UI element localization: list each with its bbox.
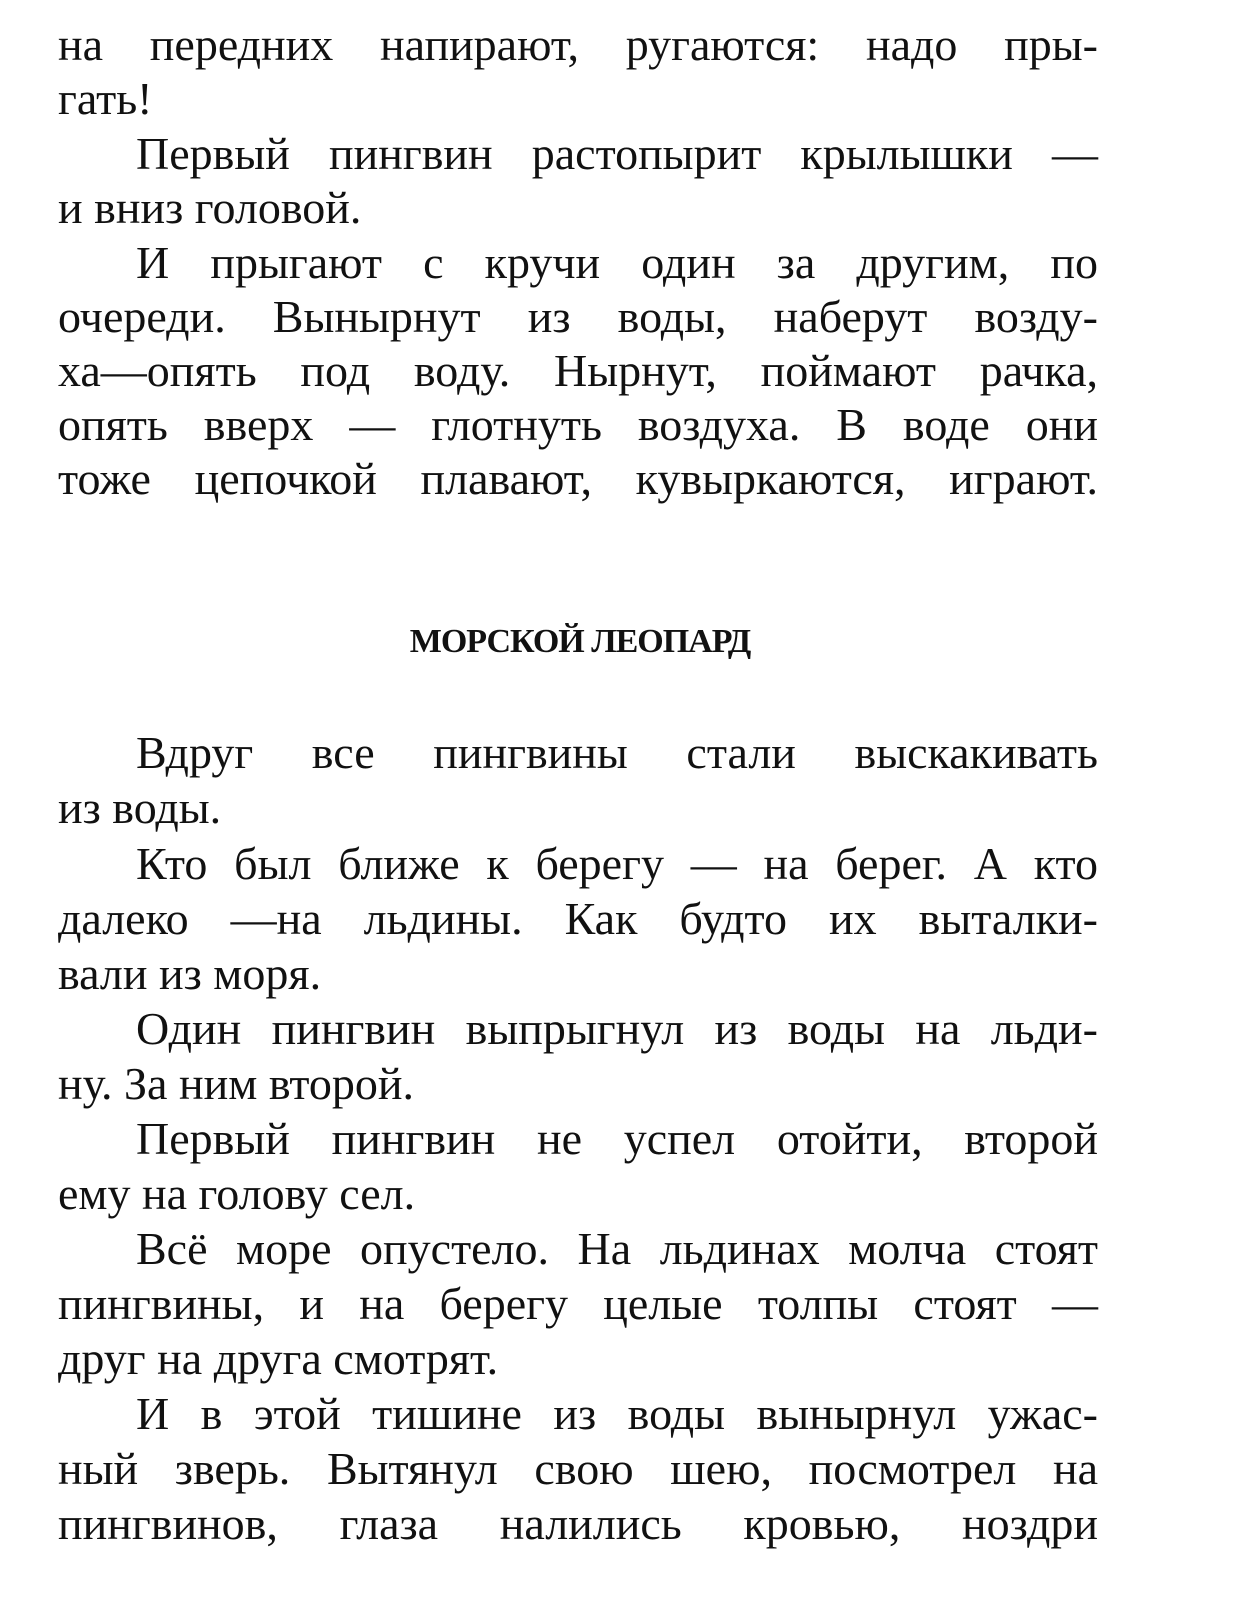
text-line: далеко —на льдины. Как будто их выталки- xyxy=(58,893,1098,944)
text-line: ему на голову сел. xyxy=(58,1168,416,1219)
text-line: Один пингвин выпрыгнул из воды на льди- xyxy=(136,1003,1098,1054)
text-line: Кто был ближе к берегу — на берег. А кто xyxy=(136,838,1098,889)
text-line: Первый пингвин растопырит крылышки — xyxy=(136,128,1098,179)
text-line: очереди. Вынырнут из воды, наберут возду- xyxy=(58,291,1098,342)
text-line: на передних напирают, ругаются: надо пры- xyxy=(58,19,1098,70)
text-line: опять вверх — глотнуть воздуха. В воде они xyxy=(58,399,1098,450)
text-line: тоже цепочкой плавают, кувыркаются, играют. xyxy=(58,453,1098,504)
text-line: И прыгают с кручи один за другим, по xyxy=(136,237,1098,288)
text-line: гать! xyxy=(58,73,153,124)
text-line: из воды. xyxy=(58,782,222,833)
text-line: пингвины, и на берегу целые толпы стоят — xyxy=(58,1278,1098,1329)
text-line: друг на друга смотрят. xyxy=(58,1333,499,1384)
text-line: Всё море опустело. На льдинах молча стоят xyxy=(136,1223,1098,1274)
text-line: ну. За ним второй. xyxy=(58,1058,415,1109)
text-line: И в этой тишине из воды вынырнул ужас- xyxy=(136,1388,1098,1439)
text-line: ха—опять под воду. Нырнут, поймают рачка, xyxy=(58,345,1098,396)
text-line: и вниз головой. xyxy=(58,182,362,233)
text-line: вали из моря. xyxy=(58,948,322,999)
section-title: МОРСКОЙ ЛЕОПАРД xyxy=(409,623,751,660)
text-line: ный зверь. Вытянул свою шею, посмотрел на xyxy=(58,1443,1098,1494)
text-line: пингвинов, глаза налились кровью, ноздри xyxy=(58,1498,1098,1549)
text-line: Вдруг все пингвины стали выскакивать xyxy=(136,727,1098,778)
text-line: Первый пингвин не успел отойти, второй xyxy=(136,1113,1098,1164)
